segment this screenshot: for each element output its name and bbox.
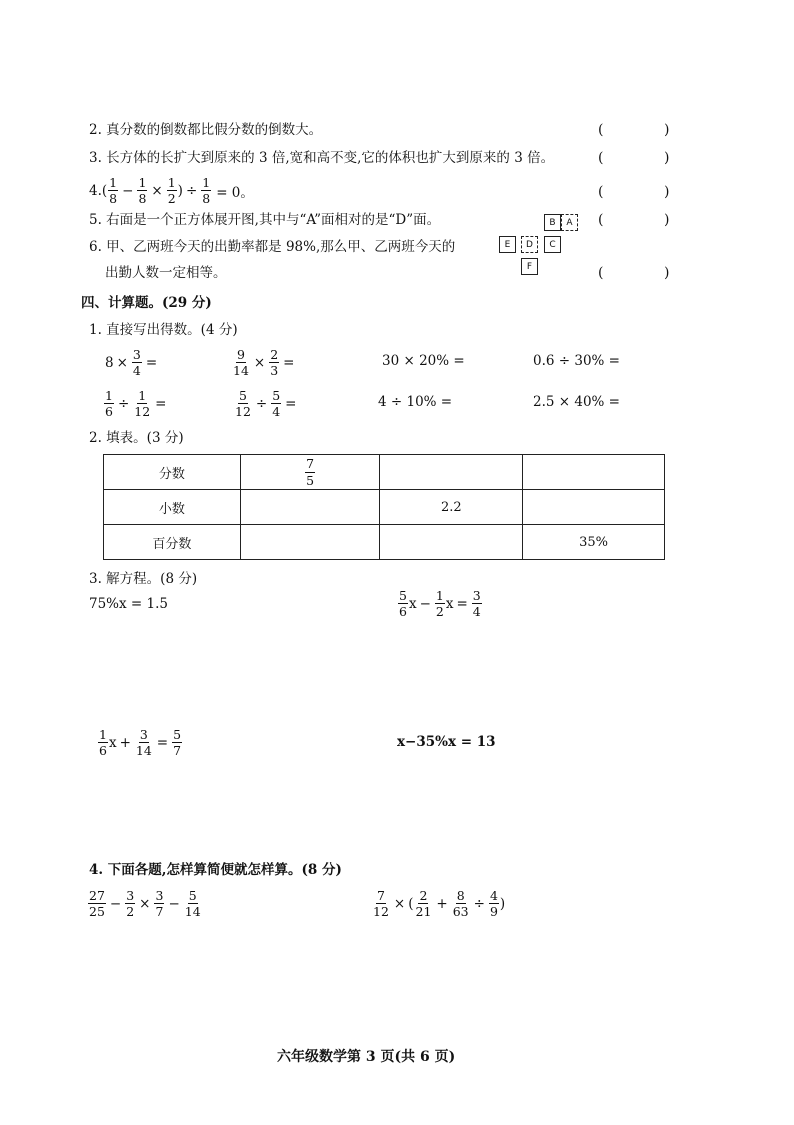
answer-bracket-close: ) <box>664 265 670 281</box>
calc-item: $\frac{9}{14}$ × $\frac{2}{3}$ = <box>233 347 295 379</box>
calc-item: $\frac{1}{6}$ ÷ $\frac{1}{12}$ = <box>105 388 167 420</box>
fraction: $\frac{3}{14}$ <box>135 727 152 759</box>
fraction: $\frac{1}{6}$ <box>99 727 107 759</box>
fraction: $\frac{1}{6}$ <box>105 388 113 420</box>
answer-bracket-open: ( <box>598 122 604 138</box>
fraction: $\frac{7}{5}$ <box>306 456 315 488</box>
paren: ) <box>499 895 506 912</box>
table-cell <box>240 455 380 490</box>
fraction: $\frac{5}{7}$ <box>173 727 182 759</box>
fraction: $\frac{2}{21}$ <box>415 888 432 920</box>
cube-face-b: B <box>544 214 561 231</box>
fraction: $\frac{8}{63}$ <box>452 888 469 920</box>
fraction: $\frac{1}{8}$ <box>202 175 211 207</box>
equation-3: $\frac{1}{6}$ x + $\frac{3}{14}$ = $\frac{5}{7}$ <box>99 727 182 759</box>
paren: ( <box>101 182 108 199</box>
table-cell: 35% <box>523 525 665 560</box>
fraction: $\frac{1}{8}$ <box>138 175 147 207</box>
answer-bracket-close: ) <box>664 150 670 166</box>
table-cell <box>240 490 380 525</box>
fraction: $\frac{3}{4}$ <box>132 347 141 379</box>
part4-title: 4. 下面各题,怎样算简便就怎样算。(8 分) <box>89 862 342 878</box>
calc-item: 0.6 ÷ 30% = <box>533 353 620 369</box>
part1-title: 1. 直接写出得数。(4 分) <box>89 322 238 338</box>
table-cell <box>523 455 665 490</box>
simplify-item-1: $\frac{27}{25}$ − $\frac{3}{2}$ × $\frac{3}{7}$ − $\frac{5}{14}$ <box>89 888 201 920</box>
table-cell <box>240 525 380 560</box>
fraction: $\frac{5}{4}$ <box>272 388 281 420</box>
cube-face-a: A <box>561 214 578 231</box>
q4-number: 4. <box>89 182 102 199</box>
equation-1: 75%x = 1.5 <box>89 596 168 612</box>
fraction: $\frac{27}{25}$ <box>89 888 105 920</box>
fraction: $\frac{4}{9}$ <box>489 888 498 920</box>
answer-bracket-open: ( <box>598 150 604 166</box>
conversion-table <box>103 454 665 560</box>
equation-2: $\frac{5}{6}$ x − $\frac{1}{2}$ x = $\frac{3}{4}$ <box>399 588 481 620</box>
answer-bracket-open: ( <box>598 265 604 281</box>
calc-item: $\frac{5}{12}$ ÷ $\frac{5}{4}$ = <box>235 388 297 420</box>
q4-result: = 0。 <box>216 184 254 201</box>
table-cell: 2.2 <box>380 490 523 525</box>
cube-face-c: C <box>544 236 561 253</box>
row-label-fraction: 分数 <box>104 455 241 490</box>
table-cell <box>523 490 665 525</box>
equation-4: x−35%x = 13 <box>397 734 496 750</box>
calc-item: 4 ÷ 10% = <box>378 394 453 410</box>
cube-face-e: E <box>499 236 516 253</box>
judge-q6-line1: 6. 甲、乙两班今天的出勤率都是 98%,那么甲、乙两班今天的 <box>89 239 456 255</box>
fraction: $\frac{3}{4}$ <box>472 588 481 620</box>
answer-bracket-close: ) <box>664 122 670 138</box>
table-cell <box>380 525 523 560</box>
fraction: $\frac{5}{14}$ <box>184 888 201 920</box>
fraction: $\frac{3}{7}$ <box>155 888 164 920</box>
judge-q4: 4. ( $\frac{1}{8}$ − $\frac{1}{8}$ × $\frac{1}{2}$ ) ÷ $\frac{1}{8}$ = 0。 <box>89 175 254 207</box>
fraction: $\frac{1}{2}$ <box>435 588 444 620</box>
section-title: 四、计算题。(29 分) <box>81 295 212 311</box>
cube-face-d: D <box>521 236 538 253</box>
judge-q5: 5. 右面是一个正方体展开图,其中与“A”面相对的是“D”面。 <box>89 212 441 228</box>
fraction: $\frac{2}{3}$ <box>270 347 279 379</box>
answer-bracket-open: ( <box>598 212 604 228</box>
cube-net-figure <box>497 212 593 286</box>
judge-q6-line2: 出勤人数一定相等。 <box>105 265 227 281</box>
table-cell <box>380 455 523 490</box>
answer-bracket-close: ) <box>664 184 670 200</box>
answer-bracket-close: ) <box>664 212 670 228</box>
paren: ) <box>177 182 183 199</box>
calc-item: 2.5 × 40% = <box>533 394 620 410</box>
judge-q3: 3. 长方体的长扩大到原来的 3 倍,宽和高不变,它的体积也扩大到原来的 3 倍。 <box>89 150 555 166</box>
page-footer: 六年级数学第 3 页(共 6 页) <box>277 1049 456 1065</box>
fraction: $\frac{9}{14}$ <box>233 347 249 379</box>
fraction: $\frac{7}{12}$ <box>373 888 389 920</box>
row-label-percent: 百分数 <box>104 525 241 560</box>
fraction: $\frac{5}{6}$ <box>399 588 407 620</box>
fraction: $\frac{5}{12}$ <box>235 388 251 420</box>
simplify-item-2: $\frac{7}{12}$ × ( $\frac{2}{21}$ + $\frac{8}{63}$ ÷ $\frac{4}{9}$ ) <box>373 888 506 920</box>
fraction: $\frac{1}{2}$ <box>167 175 176 207</box>
fraction: $\frac{1}{12}$ <box>134 388 151 420</box>
part2-title: 2. 填表。(3 分) <box>89 430 184 446</box>
row-label-decimal: 小数 <box>104 490 241 525</box>
paren: ( <box>408 895 414 912</box>
cube-face-f: F <box>521 258 538 275</box>
fraction: $\frac{3}{2}$ <box>126 888 135 920</box>
judge-q2: 2. 真分数的倒数都比假分数的倒数大。 <box>89 122 323 138</box>
answer-bracket-open: ( <box>598 184 604 200</box>
part3-title: 3. 解方程。(8 分) <box>89 571 198 587</box>
calc-item: 30 × 20% = <box>382 353 465 369</box>
fraction: $\frac{1}{8}$ <box>109 175 118 207</box>
calc-item: 8 × $\frac{3}{4}$ = <box>105 347 158 379</box>
